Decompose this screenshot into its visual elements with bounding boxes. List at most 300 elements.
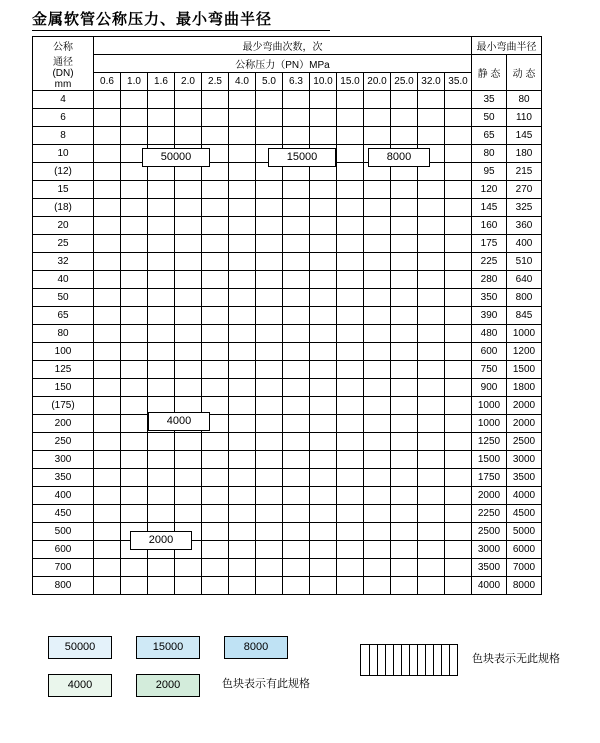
spec-cell-r19-c7 [283,433,310,451]
spec-cell-r1-c4 [202,109,229,127]
row-dn-label: 125 [33,361,94,379]
spec-cell-r18-c1 [121,415,148,433]
spec-cell-r7-c9 [337,217,364,235]
spec-cell-r21-c5 [229,469,256,487]
striped-line [385,645,386,675]
spec-cell-r25-c9 [337,541,364,559]
spec-cell-r20-c1 [121,451,148,469]
spec-cell-r23-c1 [121,505,148,523]
spec-cell-r1-c0 [94,109,121,127]
spec-cell-r5-c1 [121,181,148,199]
radius-static-header: 静 态 [472,55,507,91]
spec-cell-r24-c8 [310,523,337,541]
striped-line [369,645,370,675]
spec-cell-r13-c8 [310,325,337,343]
spec-cell-r12-c9 [337,307,364,325]
spec-cell-r2-c1 [121,127,148,145]
overlay-value-4000: 4000 [148,412,210,431]
spec-cell-r18-c13 [445,415,472,433]
spec-cell-r15-c5 [229,361,256,379]
spec-cell-r11-c8 [310,289,337,307]
spec-cell-r25-c13 [445,541,472,559]
spec-cell-r22-c1 [121,487,148,505]
spec-cell-r23-c2 [148,505,175,523]
radius-dynamic-header: 动 态 [507,55,542,91]
spec-cell-r23-c11 [391,505,418,523]
spec-cell-r4-c13 [445,163,472,181]
spec-cell-r25-c8 [310,541,337,559]
spec-cell-r26-c7 [283,559,310,577]
spec-cell-r2-c6 [256,127,283,145]
radius-dynamic-value: 360 [507,217,542,235]
spec-cell-r17-c6 [256,397,283,415]
radius-static-value: 35 [472,91,507,109]
spec-cell-r16-c11 [391,379,418,397]
spec-cell-r16-c3 [175,379,202,397]
radius-dynamic-value: 110 [507,109,542,127]
spec-cell-r0-c9 [337,91,364,109]
pn-header-3: 2.0 [175,73,202,91]
spec-cell-r11-c2 [148,289,175,307]
spec-cell-r7-c1 [121,217,148,235]
table-row [33,361,542,379]
radius-dynamic-value: 7000 [507,559,542,577]
spec-cell-r19-c5 [229,433,256,451]
spec-cell-r19-c8 [310,433,337,451]
spec-cell-r22-c7 [283,487,310,505]
radius-dynamic-value: 5000 [507,523,542,541]
striped-line [433,645,434,675]
spec-cell-r27-c4 [202,577,229,595]
spec-cell-r14-c0 [94,343,121,361]
spec-cell-r2-c5 [229,127,256,145]
row-dn-label: 32 [33,253,94,271]
spec-cell-r8-c2 [148,235,175,253]
row-dn-label: 250 [33,433,94,451]
overlay-value-15000: 15000 [268,148,336,167]
radius-dynamic-value: 800 [507,289,542,307]
spec-cell-r9-c4 [202,253,229,271]
spec-cell-r2-c8 [310,127,337,145]
legend-note-color: 色块表示有此规格 [222,678,310,690]
spec-cell-r25-c11 [391,541,418,559]
spec-cell-r7-c2 [148,217,175,235]
spec-cell-r7-c6 [256,217,283,235]
spec-cell-r6-c9 [337,199,364,217]
spec-cell-r23-c8 [310,505,337,523]
spec-cell-r6-c6 [256,199,283,217]
spec-cell-r7-c13 [445,217,472,235]
spec-cell-r22-c6 [256,487,283,505]
spec-cell-r0-c13 [445,91,472,109]
radius-dynamic-value: 3500 [507,469,542,487]
spec-cell-r26-c3 [175,559,202,577]
page-title: 金属软管公称压力、最小弯曲半径 [32,10,273,28]
spec-cell-r22-c3 [175,487,202,505]
row-dn-label: 80 [33,325,94,343]
spec-cell-r17-c12 [418,397,445,415]
spec-cell-r16-c13 [445,379,472,397]
spec-cell-r9-c13 [445,253,472,271]
radius-static-value: 480 [472,325,507,343]
spec-cell-r2-c11 [391,127,418,145]
spec-cell-r12-c11 [391,307,418,325]
spec-cell-r14-c9 [337,343,364,361]
spec-cell-r1-c11 [391,109,418,127]
spec-cell-r27-c10 [364,577,391,595]
row-dn-label: (18) [33,199,94,217]
spec-cell-r7-c10 [364,217,391,235]
dn-line-2: 通径 [53,56,73,68]
spec-cell-r19-c13 [445,433,472,451]
radius-static-value: 2250 [472,505,507,523]
row-dn-label: (175) [33,397,94,415]
spec-cell-r27-c6 [256,577,283,595]
spec-cell-r5-c7 [283,181,310,199]
spec-cell-r0-c12 [418,91,445,109]
spec-cell-r12-c4 [202,307,229,325]
spec-cell-r13-c0 [94,325,121,343]
spec-cell-r14-c6 [256,343,283,361]
spec-cell-r24-c6 [256,523,283,541]
pn-header-4: 2.5 [202,73,229,91]
radius-title: 最小弯曲半径 [472,37,542,55]
spec-cell-r5-c0 [94,181,121,199]
spec-cell-r1-c5 [229,109,256,127]
spec-cell-r1-c9 [337,109,364,127]
spec-cell-r2-c2 [148,127,175,145]
legend-chip-4000: 4000 [48,674,112,697]
spec-cell-r8-c9 [337,235,364,253]
spec-cell-r9-c7 [283,253,310,271]
spec-cell-r1-c3 [175,109,202,127]
spec-cell-r17-c1 [121,397,148,415]
spec-cell-r15-c10 [364,361,391,379]
spec-cell-r20-c11 [391,451,418,469]
spec-cell-r8-c3 [175,235,202,253]
legend-striped-swatch [360,644,458,676]
spec-cell-r23-c3 [175,505,202,523]
spec-cell-r16-c8 [310,379,337,397]
row-dn-label: 600 [33,541,94,559]
spec-cell-r9-c8 [310,253,337,271]
spec-cell-r7-c5 [229,217,256,235]
spec-cell-r13-c1 [121,325,148,343]
spec-cell-r23-c4 [202,505,229,523]
spec-cell-r22-c4 [202,487,229,505]
spec-cell-r0-c4 [202,91,229,109]
spec-cell-r22-c2 [148,487,175,505]
table-row [33,289,542,307]
spec-cell-r11-c4 [202,289,229,307]
spec-cell-r7-c8 [310,217,337,235]
spec-cell-r0-c8 [310,91,337,109]
spec-cell-r3-c0 [94,145,121,163]
spec-cell-r12-c1 [121,307,148,325]
spec-cell-r15-c6 [256,361,283,379]
spec-cell-r9-c1 [121,253,148,271]
spec-cell-r26-c6 [256,559,283,577]
spec-cell-r5-c11 [391,181,418,199]
spec-cell-r6-c1 [121,199,148,217]
radius-static-value: 1000 [472,415,507,433]
spec-cell-r23-c6 [256,505,283,523]
legend-chip-15000: 15000 [136,636,200,659]
row-dn-label: 4 [33,91,94,109]
spec-cell-r13-c3 [175,325,202,343]
spec-cell-r10-c7 [283,271,310,289]
spec-cell-r27-c5 [229,577,256,595]
spec-cell-r26-c5 [229,559,256,577]
spec-cell-r4-c5 [229,163,256,181]
table-row [33,523,542,541]
spec-cell-r18-c8 [310,415,337,433]
table-row [33,505,542,523]
spec-cell-r8-c8 [310,235,337,253]
spec-cell-r16-c10 [364,379,391,397]
striped-line [449,645,450,675]
spec-cell-r23-c13 [445,505,472,523]
radius-dynamic-value: 3000 [507,451,542,469]
striped-line [377,645,378,675]
spec-cell-r19-c9 [337,433,364,451]
spec-cell-r22-c10 [364,487,391,505]
spec-cell-r23-c0 [94,505,121,523]
spec-cell-r16-c7 [283,379,310,397]
radius-static-value: 1250 [472,433,507,451]
row-dn-label: 800 [33,577,94,595]
radius-dynamic-value: 400 [507,235,542,253]
radius-static-value: 600 [472,343,507,361]
table-row [33,181,542,199]
spec-cell-r18-c11 [391,415,418,433]
spec-cell-r26-c10 [364,559,391,577]
header-row-2 [33,55,542,73]
spec-cell-r17-c7 [283,397,310,415]
header-row-3-pn-values [33,73,542,91]
spec-cell-r2-c12 [418,127,445,145]
spec-cell-r26-c13 [445,559,472,577]
spec-cell-r15-c4 [202,361,229,379]
spec-cell-r16-c4 [202,379,229,397]
spec-cell-r22-c0 [94,487,121,505]
spec-cell-r25-c5 [229,541,256,559]
radius-static-value: 65 [472,127,507,145]
radius-dynamic-value: 145 [507,127,542,145]
spec-cell-r2-c0 [94,127,121,145]
row-dn-label: 6 [33,109,94,127]
spec-cell-r12-c8 [310,307,337,325]
spec-cell-r5-c13 [445,181,472,199]
spec-cell-r10-c8 [310,271,337,289]
radius-static-value: 50 [472,109,507,127]
table-row [33,127,542,145]
pn-header-12: 32.0 [418,73,445,91]
spec-cell-r0-c10 [364,91,391,109]
spec-cell-r10-c2 [148,271,175,289]
spec-cell-r8-c5 [229,235,256,253]
spec-cell-r15-c0 [94,361,121,379]
row-dn-label: 450 [33,505,94,523]
pn-header-1: 1.0 [121,73,148,91]
spec-cell-r11-c5 [229,289,256,307]
spec-cell-r25-c6 [256,541,283,559]
legend-note-striped: 色块表示无此规格 [472,653,560,665]
spec-cell-r20-c5 [229,451,256,469]
spec-cell-r19-c6 [256,433,283,451]
radius-static-value: 80 [472,145,507,163]
spec-cell-r0-c2 [148,91,175,109]
spec-cell-r20-c7 [283,451,310,469]
spec-cell-r17-c11 [391,397,418,415]
table-row [33,91,542,109]
spec-cell-r0-c5 [229,91,256,109]
spec-cell-r5-c12 [418,181,445,199]
spec-cell-r6-c0 [94,199,121,217]
spec-cell-r0-c3 [175,91,202,109]
spec-cell-r7-c3 [175,217,202,235]
row-dn-label: 15 [33,181,94,199]
spec-cell-r0-c11 [391,91,418,109]
spec-cell-r20-c8 [310,451,337,469]
radius-dynamic-value: 180 [507,145,542,163]
dn-line-4: mm [54,78,72,90]
spec-cell-r27-c2 [148,577,175,595]
radius-dynamic-value: 4000 [507,487,542,505]
row-dn-label: 50 [33,289,94,307]
spec-cell-r15-c7 [283,361,310,379]
spec-cell-r12-c13 [445,307,472,325]
spec-cell-r10-c9 [337,271,364,289]
spec-cell-r26-c12 [418,559,445,577]
spec-cell-r20-c4 [202,451,229,469]
spec-cell-r1-c7 [283,109,310,127]
spec-cell-r21-c4 [202,469,229,487]
spec-cell-r6-c4 [202,199,229,217]
spec-cell-r11-c9 [337,289,364,307]
spec-cell-r18-c7 [283,415,310,433]
spec-cell-r23-c7 [283,505,310,523]
spec-cell-r7-c12 [418,217,445,235]
table-row [33,109,542,127]
table-row [33,469,542,487]
spec-cell-r2-c10 [364,127,391,145]
radius-static-value: 280 [472,271,507,289]
table-row [33,541,542,559]
table-row [33,379,542,397]
spec-cell-r6-c12 [418,199,445,217]
pn-header-2: 1.6 [148,73,175,91]
spec-cell-r22-c9 [337,487,364,505]
spec-cell-r13-c12 [418,325,445,343]
spec-cell-r27-c8 [310,577,337,595]
spec-cell-r21-c7 [283,469,310,487]
table-row [33,487,542,505]
spec-cell-r0-c7 [283,91,310,109]
spec-cell-r14-c8 [310,343,337,361]
spec-cell-r22-c8 [310,487,337,505]
spec-cell-r22-c12 [418,487,445,505]
spec-cell-r14-c7 [283,343,310,361]
spec-cell-r12-c7 [283,307,310,325]
spec-cell-r10-c13 [445,271,472,289]
spec-cell-r7-c0 [94,217,121,235]
spec-cell-r1-c8 [310,109,337,127]
radius-dynamic-value: 1500 [507,361,542,379]
table-row [33,343,542,361]
row-dn-label: 400 [33,487,94,505]
spec-cell-r16-c9 [337,379,364,397]
spec-cell-r19-c1 [121,433,148,451]
spec-cell-r20-c0 [94,451,121,469]
radius-static-value: 225 [472,253,507,271]
spec-cell-r21-c1 [121,469,148,487]
spec-cell-r13-c6 [256,325,283,343]
bend-count-title: 最少弯曲次数，次 [94,37,472,55]
spec-cell-r11-c11 [391,289,418,307]
spec-cell-r0-c1 [121,91,148,109]
radius-static-value: 3500 [472,559,507,577]
table-row [33,253,542,271]
radius-static-value: 1750 [472,469,507,487]
spec-cell-r10-c0 [94,271,121,289]
legend-chip-50000: 50000 [48,636,112,659]
spec-cell-r9-c11 [391,253,418,271]
spec-cell-r21-c10 [364,469,391,487]
table-row [33,577,542,595]
spec-cell-r9-c3 [175,253,202,271]
row-dn-label: 500 [33,523,94,541]
radius-dynamic-value: 80 [507,91,542,109]
spec-cell-r14-c2 [148,343,175,361]
spec-cell-r2-c4 [202,127,229,145]
striped-line [417,645,418,675]
row-dn-label: 25 [33,235,94,253]
spec-cell-r8-c13 [445,235,472,253]
spec-cell-r9-c12 [418,253,445,271]
pn-header-13: 35.0 [445,73,472,91]
radius-static-value: 2500 [472,523,507,541]
striped-line [409,645,410,675]
spec-cell-r13-c13 [445,325,472,343]
spec-cell-r17-c10 [364,397,391,415]
spec-cell-r26-c11 [391,559,418,577]
spec-cell-r19-c3 [175,433,202,451]
row-dn-label: 20 [33,217,94,235]
spec-cell-r13-c5 [229,325,256,343]
legend-chip-8000: 8000 [224,636,288,659]
spec-cell-r17-c8 [310,397,337,415]
pn-header-11: 25.0 [391,73,418,91]
spec-table [32,36,542,595]
spec-cell-r6-c3 [175,199,202,217]
spec-cell-r18-c9 [337,415,364,433]
row-dn-label: 700 [33,559,94,577]
spec-cell-r10-c3 [175,271,202,289]
spec-cell-r12-c0 [94,307,121,325]
striped-line [425,645,426,675]
spec-cell-r19-c2 [148,433,175,451]
spec-cell-r25-c10 [364,541,391,559]
radius-static-value: 95 [472,163,507,181]
radius-dynamic-value: 325 [507,199,542,217]
spec-cell-r16-c6 [256,379,283,397]
radius-static-value: 1500 [472,451,507,469]
spec-cell-r10-c10 [364,271,391,289]
radius-static-value: 350 [472,289,507,307]
spec-cell-r3-c9 [337,145,364,163]
spec-cell-r1-c2 [148,109,175,127]
